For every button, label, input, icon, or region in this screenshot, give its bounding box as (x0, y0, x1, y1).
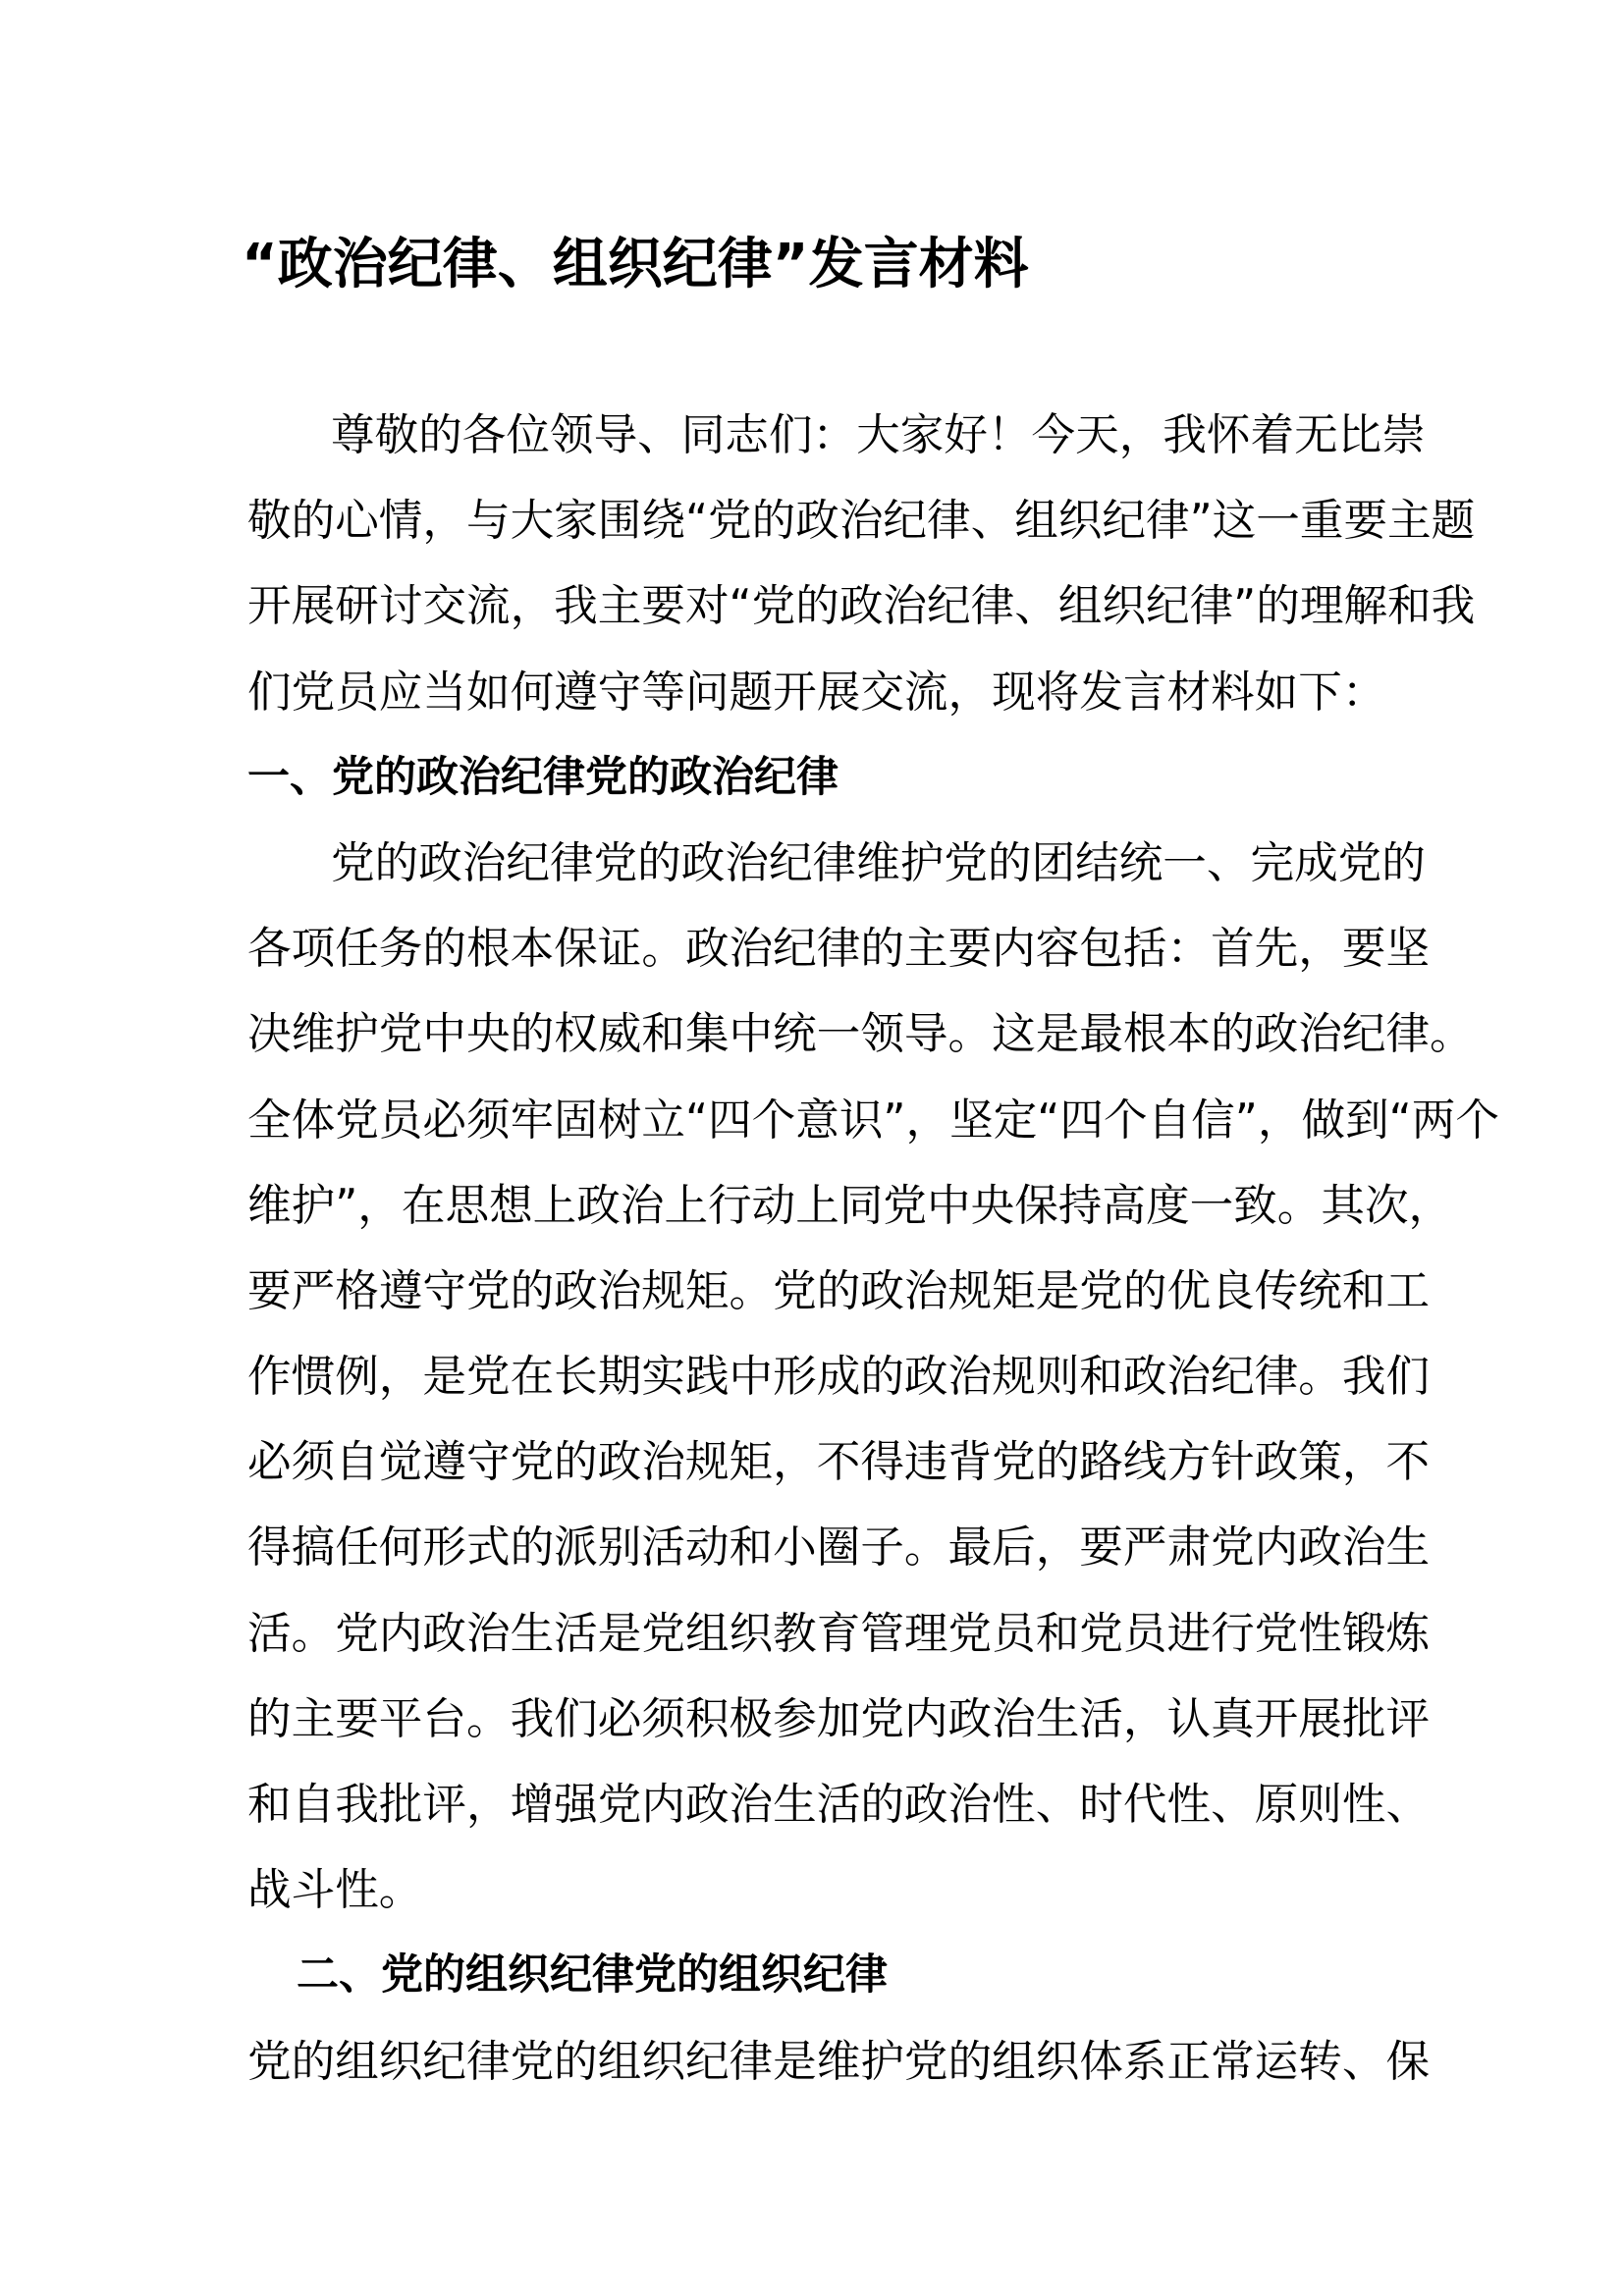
section-1-line: 得搞任何形式的派别活动和小圈子。最后，要严肃党内政治生 (247, 1522, 1431, 1574)
section-1-line: 各项任务的根本保证。政治纪律的主要内容包括：首先，要坚 (247, 923, 1431, 975)
intro-line: 开展研讨交流，我主要对“党的政治纪律、组织纪律”的理解和我 (247, 580, 1476, 632)
section-1-line: 战斗性。 (247, 1864, 423, 1916)
section-1-line: 决维护党中央的权威和集中统一领导。这是最根本的政治纪律。 (247, 1008, 1474, 1060)
section-1-line: 要严格遵守党的政治规矩。党的政治规矩是党的优良传统和工 (247, 1264, 1431, 1316)
intro-line: 们党员应当如何遵守等问题开展交流，现将发言材料如下： (247, 666, 1386, 718)
intro-line: 尊敬的各位领导、同志们：大家好！今天，我怀着无比崇 (331, 409, 1426, 460)
section-1-line: 作惯例，是党在长期实践中形成的政治规则和政治纪律。我们 (247, 1351, 1431, 1403)
section-1-line: 必须自觉遵守党的政治规矩，不得违背党的路线方针政策，不 (247, 1436, 1431, 1488)
document-title: “政治纪律、组织纪律”发言材料 (242, 233, 1029, 296)
section-2-line: 党的组织纪律党的组织纪律是维护党的组织体系正常运转、保 (247, 2035, 1431, 2087)
section-1-line: 维护”，在思想上政治上行动上同党中央保持高度一致。其次， (247, 1179, 1453, 1231)
section-1-heading: 一、党的政治纪律党的政治纪律 (247, 752, 839, 802)
section-1-line: 和自我批评，增强党内政治生活的政治性、时代性、原则性、 (247, 1779, 1431, 1830)
intro-line: 敬的心情，与大家围绕“党的政治纪律、组织纪律”这一重要主题 (247, 495, 1476, 547)
section-1-line: 的主要平台。我们必须积极参加党内政治生活，认真开展批评 (247, 1692, 1431, 1744)
section-2-heading: 二、党的组织纪律党的组织纪律 (297, 1950, 888, 2001)
document-body (247, 393, 1623, 2105)
section-1-line: 党的政治纪律党的政治纪律维护党的团结统一、完成党的 (331, 836, 1426, 888)
section-1-line: 全体党员必须牢固树立“四个意识”，坚定“四个自信”，做到“两个 (247, 1094, 1499, 1146)
section-1-line: 活。党内政治生活是党组织教育管理党员和党员进行党性锻炼 (247, 1607, 1431, 1659)
